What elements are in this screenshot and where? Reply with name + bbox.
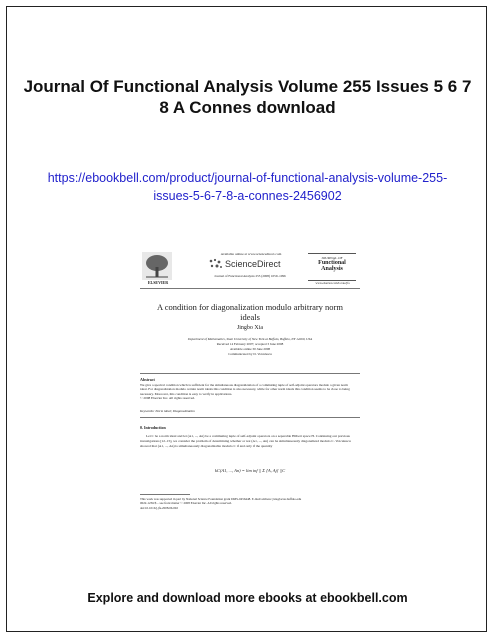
keywords: Keywords: Norm ideal; Diagonalization	[140, 409, 195, 413]
journal-reference: Journal of Functional Analysis 255 (2008) 1059–1096	[214, 274, 286, 278]
available-date: Available online 30 June 2008	[229, 347, 271, 351]
journal-box	[308, 253, 356, 281]
equation: kC(A1, ..., An) = lim inf || Σ [A, Aj] ||C	[214, 468, 286, 473]
sciencedirect-text: ScienceDirect	[225, 259, 281, 269]
section-heading: 0. Introduction	[140, 425, 166, 430]
page-title: Journal Of Functional Analysis Volume 255 Issues 5 6 7 8 A Connes download	[23, 77, 472, 117]
header-divider	[140, 288, 360, 289]
journal-box-top: JOURNAL OF	[321, 256, 343, 260]
abstract-body: We give a spectral condition which is sufficient for the simultaneous diagonalization of a commuting tuple of self-adjoint operators modulo a given norm ideal. For diagonalization modulo certain norm ideals this condition is also necessary, while for other norm ideals this condition seems to be close to being necessary. Moreover, this condition is easy to verify in applications.	[140, 383, 350, 396]
journal-box-name: Functional Analysis	[318, 260, 346, 272]
body-text: Let C be a norm ideal and let (A1, ..., An) be a commuting tuple of self-adjoint operators on a separable Hilbert space H. Continuing our previous investigations [12–15], we consider the problem of determining whether or not (A1, ..., An) can be simultaneously diagonalized modulo C. Voiculescu showed that (A1, ..., An) is simultaneously diagonalizable modulo C if and only if the quantity	[140, 434, 351, 448]
product-link[interactable]: https://ebookbell.com/product/journal-of-functional-analysis-volume-255-issues-5-6-7-8-a-connes-2456902	[47, 171, 448, 203]
communicated-by: Communicated by D. Voiculescu	[228, 352, 272, 356]
abstract-text	[140, 383, 355, 401]
sciencedirect-logo	[208, 257, 308, 271]
available-online: Available online at www.sciencedirect.com	[220, 252, 282, 256]
paper-preview	[140, 250, 360, 520]
footer-text: Explore and download more ebooks at ebookbell.com	[87, 591, 408, 605]
issn-line: 0022-1236/$ – see front matter © 2008 Elsevier Inc. All rights reserved.	[140, 501, 232, 506]
paper-author: Jingbo Xia	[236, 325, 264, 331]
affiliation: Department of Mathematics, State University of New York at Buffalo, Buffalo, NY 14260, USA	[187, 337, 313, 341]
footnote-divider	[140, 494, 190, 495]
doi-line: doi:10.1016/j.jfa.2008.06.002	[140, 505, 178, 510]
journal-url: www.elsevier.com/locate/jfa	[315, 281, 350, 285]
paper-affiliation-block	[145, 337, 355, 357]
elsevier-tree-icon	[142, 252, 172, 280]
received: Received 14 February 2007; accepted 3 June 2008	[216, 342, 284, 346]
footnotes	[140, 497, 355, 510]
publisher-name: ELSEVIER	[147, 280, 169, 285]
paper-title: A condition for diagonalization modulo arbitrary norm ideals	[156, 302, 343, 322]
abstract-divider-bottom	[140, 417, 360, 418]
sciencedirect-dots-icon	[208, 258, 224, 270]
abstract-copyright: © 2008 Elsevier Inc. All rights reserved.	[140, 396, 195, 401]
abstract-divider-top	[140, 373, 360, 374]
footnote-text: This work was supported in part by National Science Foundation grant DMS-0456448. E-mail address: jxia@acsu.buffalo.edu	[140, 497, 302, 501]
abstract-heading: Abstract	[140, 377, 155, 382]
